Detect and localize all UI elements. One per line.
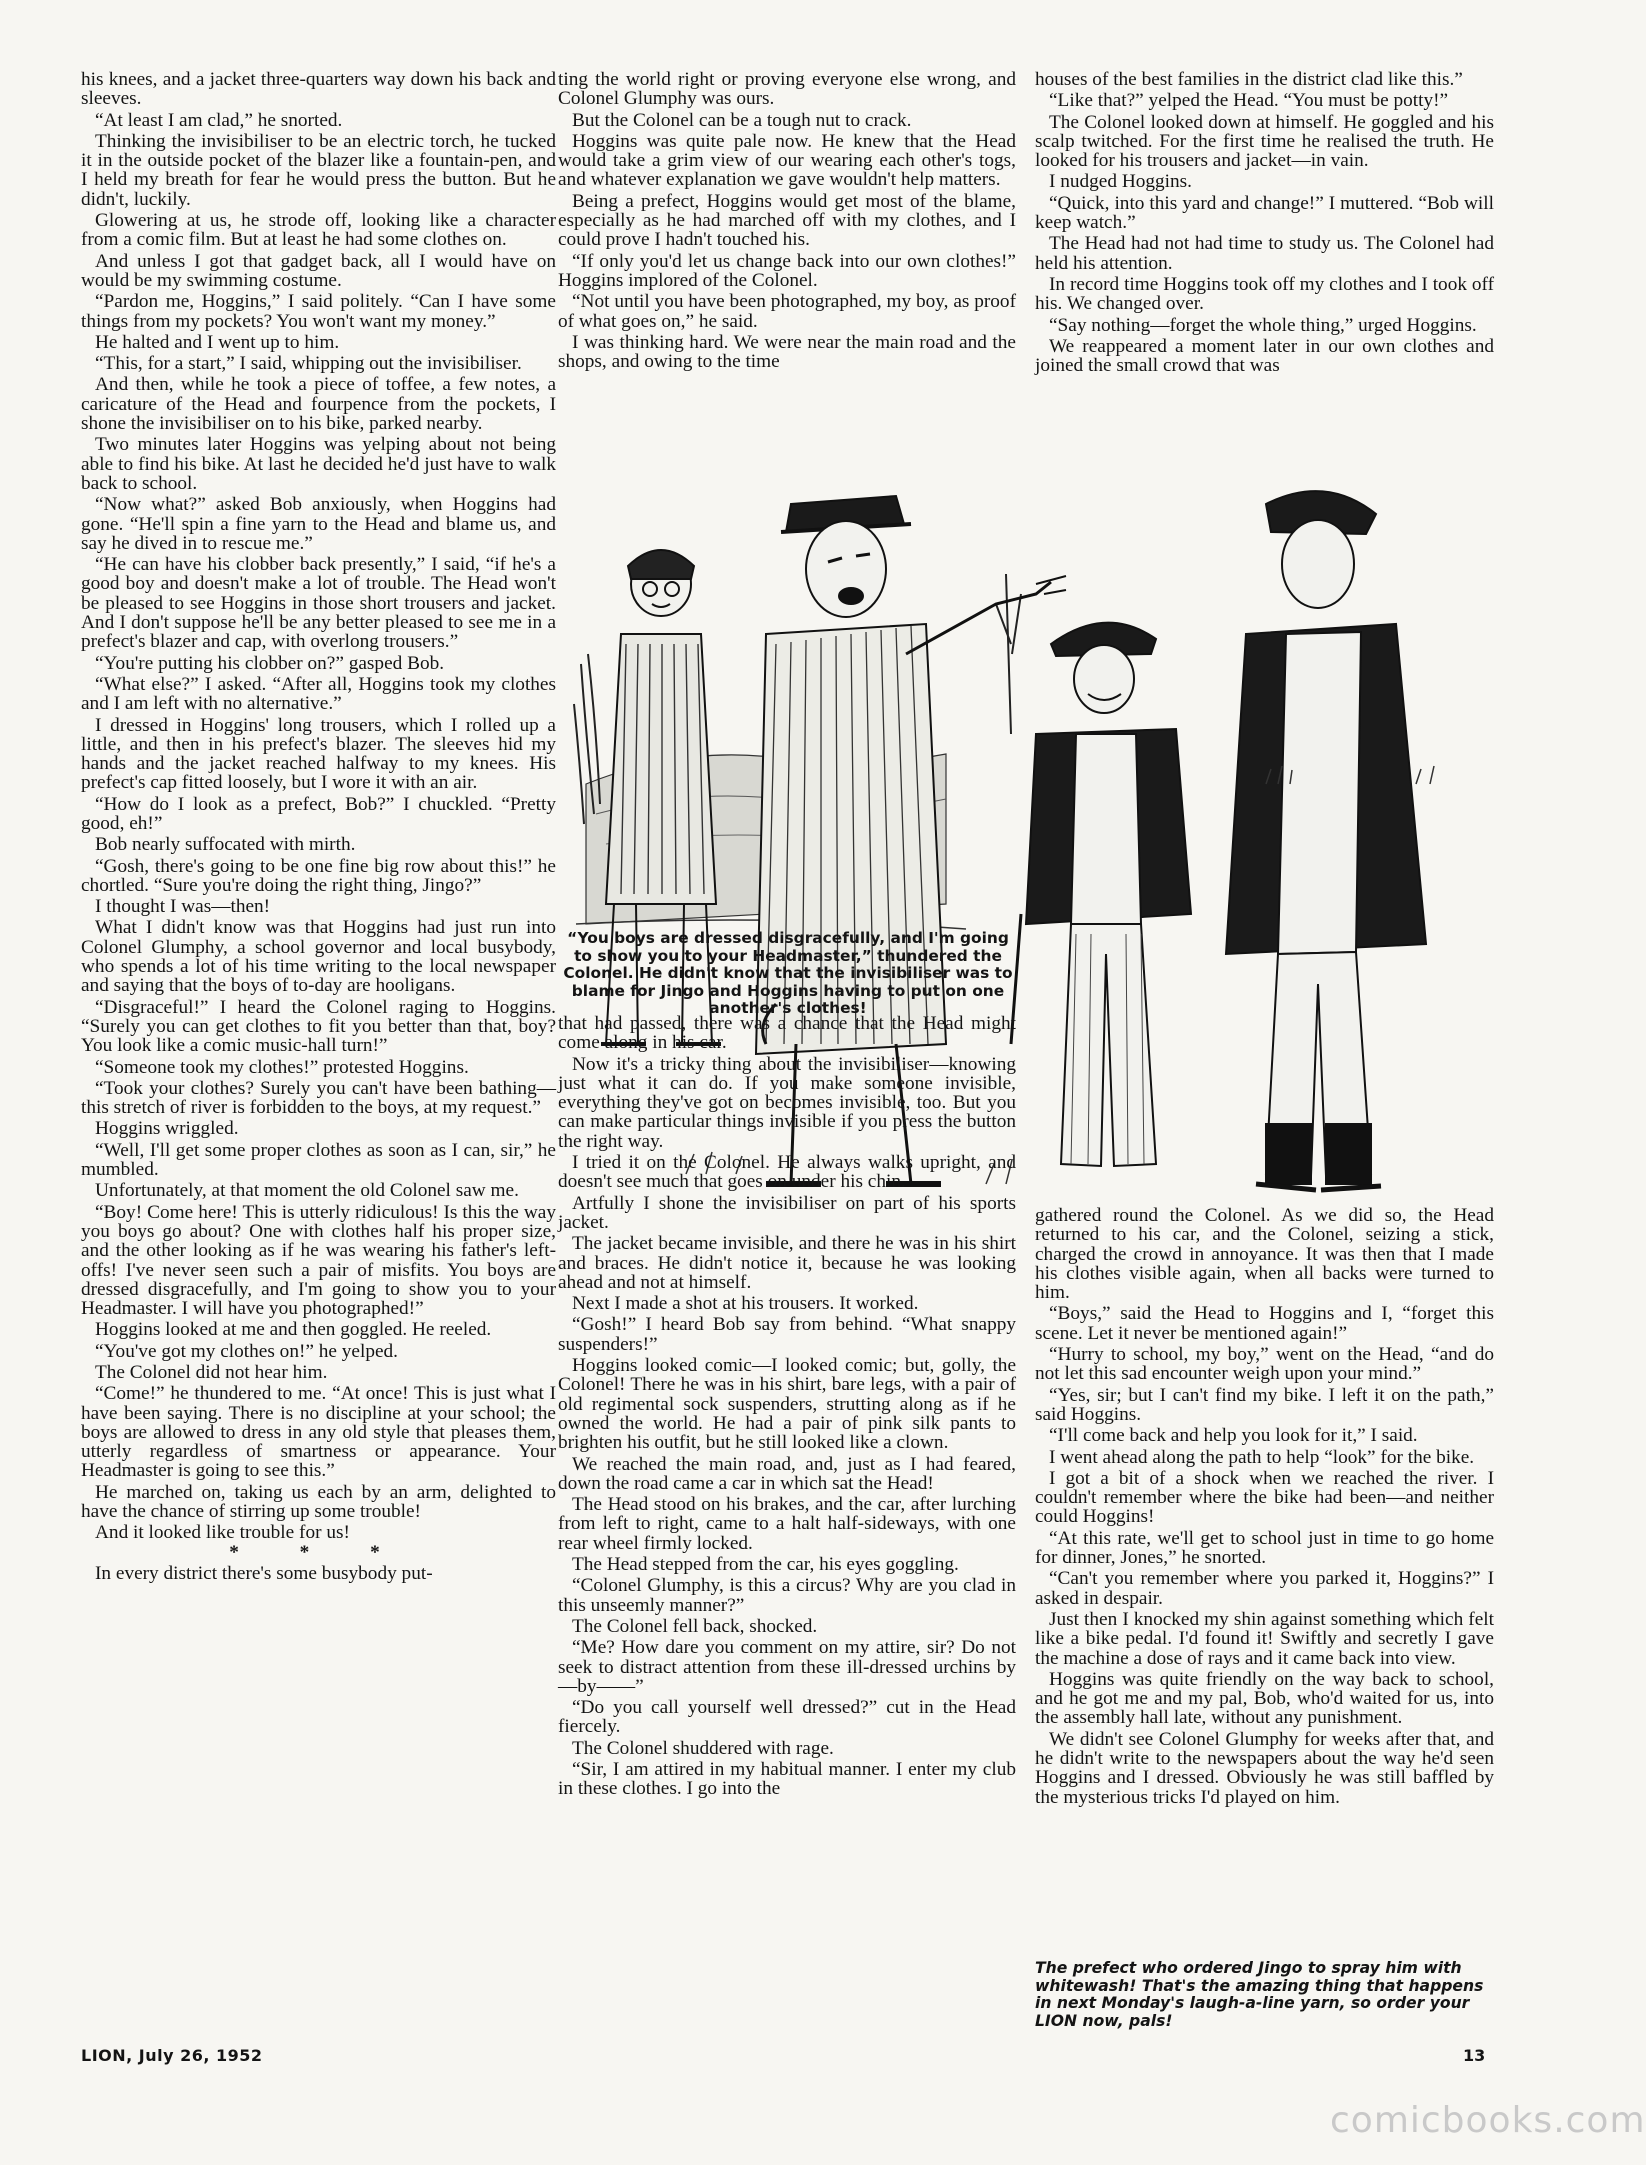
story-paragraph: “Hurry to school, my boy,” went on the Head, “and do not let this sad encounter weigh upon your mind.”: [1035, 1344, 1494, 1385]
story-paragraph: “Well, I'll get some proper clothes as soon as I can, sir,” he mumbled.: [81, 1139, 556, 1181]
story-column-2-bottom: [558, 1014, 1016, 2038]
story-paragraph: He halted and I went up to him.: [95, 331, 340, 353]
site-watermark: comicbooks.com: [1330, 2100, 1646, 2141]
story-paragraph: “Colonel Glumphy, is this a circus? Why are you clad in this unseemly manner?”: [558, 1575, 1016, 1616]
story-paragraph: “At least I am clad,” he snorted.: [95, 109, 343, 131]
story-paragraph: And then, while he took a piece of toffee, a few notes, a caricature of the Head and fourpence from the pockets, I shone the invisibiliser on to his bike, parked nearby.: [81, 374, 556, 435]
story-column-3-bottom: [1035, 1206, 1494, 1956]
story-paragraph: “Gosh, there's going to be one fine big row about this!” he chortled. “Sure you're doing the right thing, Jingo?”: [81, 855, 556, 896]
illustration-caption: “You boys are dressed disgracefully, and I'm going to show you to your Headmaster,” thundered the Colonel. He didn't know that the invisibiliser was to blame for Jingo and Hoggins having to put on one another's clothes!: [563, 929, 1013, 1018]
story-paragraph: I tried it on the Colonel. He always walks upright, and doesn't see much that goes on under his chin.: [558, 1152, 1016, 1193]
story-paragraph: The Colonel fell back, shocked.: [572, 1615, 818, 1637]
story-paragraph: “Can't you remember where you parked it, Hoggins?” I asked in despair.: [1035, 1568, 1494, 1609]
story-paragraph: The Colonel did not hear him.: [95, 1362, 328, 1383]
story-paragraph: And unless I got that gadget back, all I would have on would be my swimming costume.: [81, 250, 556, 291]
story-column-2-top: [558, 70, 1016, 460]
story-paragraph: “What else?” I asked. “After all, Hoggins took my clothes and I am left with no alternative.”: [81, 673, 556, 715]
publication-footer: LION, July 26, 1952: [81, 2046, 263, 2065]
story-paragraph: “Sir, I am attired in my habitual manner. I enter my club in these clothes. I go into the: [558, 1758, 1016, 1800]
story-paragraph: Thinking the invisibiliser to be an electric torch, he tucked it in the outside pocket of the blazer like a fountain-pen, and I held my breath for fear he would press the button. But he didn't, luckily.: [81, 130, 556, 210]
jingo-figure: [1011, 623, 1191, 1166]
story-paragraph: I dressed in Hoggins' long trousers, which I rolled up a little, and then in his prefect's blazer. The sleeves hid my hands and the jacket reached halfway to my knees. His prefect's cap fitted loosely, but I wore it with an air.: [81, 714, 556, 794]
story-paragraph: The Head stepped from the car, his eyes goggling.: [572, 1554, 959, 1576]
story-paragraph: Two minutes later Hoggins was yelping about not being able to find his bike. At last he decided he'd just have to walk back to school.: [81, 434, 556, 494]
story-paragraph: “How do I look as a prefect, Bob?” I chuckled. “Pretty good, eh!”: [81, 793, 556, 834]
story-column-1: [81, 70, 556, 2038]
story-paragraph: “Someone took my clothes!” protested Hoggins.: [95, 1056, 469, 1078]
story-paragraph: “Took your clothes? Surely you can't have been bathing—this stretch of river is forbidden to the boys, at my request.”: [81, 1077, 556, 1119]
bob-figure: [1226, 491, 1426, 1190]
story-paragraph: that had passed, there was a chance that the Head might come along in his car.: [558, 1013, 1016, 1054]
story-paragraph: Being a prefect, Hoggins would get most of the blame, especially as he had marched off with my clothes, and I could prove I hadn't touched his.: [558, 190, 1016, 251]
story-paragraph: But the Colonel can be a tough nut to crack.: [572, 109, 912, 131]
story-paragraph: The Colonel looked down at himself. He goggled and his scalp twitched. For the first time he realised the truth. He looked for his trousers and jacket—in vain.: [1035, 111, 1494, 172]
story-paragraph: I went ahead along the path to help “look” for the bike.: [1049, 1446, 1475, 1468]
story-paragraph: He marched on, taking us each by an arm, delighted to have the chance of stirring up some trouble!: [81, 1481, 556, 1523]
story-paragraph: Hoggins looked comic—I looked comic; but, golly, the Colonel! There he was in his shirt, bare legs, with a pair of old regimental sock suspenders, strutting along as if he owned the world. He had a pair of pink silk pants to brighten his outfit, but he still looked like a clown.: [558, 1355, 1016, 1454]
next-issue-teaser: The prefect who ordered Jingo to spray him with whitewash! That's the amazing thing that happens in next Monday's laugh-a-line yarn, so order your LION now, pals!: [1035, 1959, 1484, 2030]
story-paragraph: “Come!” he thundered to me. “At once! This is just what I have been saying. There is no discipline at your school; the boys are allowed to dress in any old style that pleases them, utterly regardless of smartness or appearance. Your Headmaster is going to see this.”: [81, 1383, 556, 1482]
story-paragraph: What I didn't know was that Hoggins had just run into Colonel Glumphy, a school governor and local busybody, who spends a lot of his time writing to the local newspaper and saying that the boys of to-day are hooligans.: [81, 917, 556, 997]
story-paragraph: “Say nothing—forget the whole thing,” urged Hoggins.: [1049, 314, 1477, 336]
story-paragraph: The Head stood on his brakes, and the car, after lurching from left to right, came to a halt half-sideways, with one rear wheel firmly locked.: [558, 1494, 1016, 1554]
story-paragraph: Hoggins was quite pale now. He knew that the Head would take a grim view of our wearing each other's togs, and whatever explanation we gave wouldn't help matters.: [558, 130, 1016, 191]
story-paragraph: “This, for a start,” I said, whipping out the invisibiliser.: [95, 353, 522, 375]
story-paragraph: “Quick, into this yard and change!” I muttered. “Bob will keep watch.”: [1035, 192, 1494, 234]
story-paragraph: “Yes, sir; but I can't find my bike. I left it on the path,” said Hoggins.: [1035, 1384, 1494, 1425]
story-paragraph: Just then I knocked my shin against something which felt like a bike pedal. I'd found it! Swiftly and secretly I gave the machine a dose of rays and it came back into view.: [1035, 1608, 1494, 1669]
story-paragraph: “You've got my clothes on!” he yelped.: [95, 1340, 398, 1362]
story-paragraph: I got a bit of a shock when we reached the river. I couldn't remember where the bike had been—and neither could Hoggins!: [1035, 1467, 1494, 1528]
story-paragraph: In every district there's some busybody put-: [95, 1562, 433, 1584]
story-paragraph: “Do you call yourself well dressed?” cut in the Head fiercely.: [558, 1697, 1016, 1738]
story-paragraph: “Like that?” yelped the Head. “You must be potty!”: [1049, 90, 1449, 112]
story-paragraph: Now it's a tricky thing about the invisibiliser—knowing just what it can do. If you make someone invisible, everything they've got on becomes invisible, too. But you can make particular things invisible if you press the button the right way.: [558, 1053, 1016, 1152]
story-paragraph: We reached the main road, and, just as I had feared, down the road came a car in which sat the Head!: [558, 1453, 1016, 1494]
story-paragraph: “I'll come back and help you look for it,” I said.: [1049, 1425, 1418, 1447]
story-paragraph: We didn't see Colonel Glumphy for weeks after that, and he didn't write to the newspapers about the way he'd seen Hoggins and I dressed. Obviously he was still baffled by the mysterious tricks I'd played on him.: [1035, 1728, 1494, 1808]
story-paragraph: “He can have his clobber back presently,” I said, “if he's a good boy and doesn't make a lot of trouble. The Head won't be pleased to see Hoggins in those short trousers and jacket. And I don't suppose he'll be any better pleased to see me in a prefect's blazer and cap, with overlong trousers.”: [81, 554, 556, 653]
page-number: 13: [1463, 2046, 1486, 2065]
story-paragraph: “You're putting his clobber on?” gasped Bob.: [95, 652, 445, 674]
story-paragraph: The Head had not had time to study us. The Colonel had held his attention.: [1035, 233, 1494, 274]
story-paragraph: Unfortunately, at that moment the old Colonel saw me.: [95, 1180, 519, 1202]
story-paragraph: Next I made a shot at his trousers. It worked.: [572, 1293, 919, 1315]
story-paragraph: Hoggins wriggled.: [95, 1118, 239, 1140]
story-paragraph: ting the world right or proving everyone else wrong, and Colonel Glumphy was ours.: [558, 69, 1016, 110]
story-paragraph: “Pardon me, Hoggins,” I said politely. “Can I have some things from my pockets? You won't want my money.”: [81, 291, 556, 332]
story-paragraph: “Gosh!” I heard Bob say from behind. “What snappy suspenders!”: [558, 1314, 1016, 1355]
story-paragraph: Hoggins looked at me and then goggled. He reeled.: [95, 1319, 492, 1341]
story-paragraph: I nudged Hoggins.: [1049, 171, 1192, 193]
story-paragraph: I was thinking hard. We were near the main road and the shops, and owing to the time: [558, 331, 1016, 373]
story-paragraph: his knees, and a jacket three-quarters way down his back and sleeves.: [81, 69, 556, 110]
story-paragraph: The jacket became invisible, and there he was in his shirt and braces. He didn't notice it, because he was looking ahead and not at himself.: [558, 1233, 1016, 1293]
story-paragraph: Artfully I shone the invisibiliser on part of his sports jacket.: [558, 1192, 1016, 1233]
section-break-stars: * * *: [229, 1541, 408, 1563]
story-paragraph: “Now what?” asked Bob anxiously, when Hoggins had gone. “He'll spin a fine yarn to the Head and blame us, and say he dived in to rescue me.”: [81, 494, 556, 554]
story-paragraph: houses of the best families in the district clad like this.”: [1035, 69, 1463, 90]
story-paragraph: Hoggins was quite friendly on the way back to school, and he got me and my pal, Bob, who'd waited for us, into the assembly hall late, without any punishment.: [1035, 1668, 1494, 1729]
story-paragraph: Glowering at us, he strode off, looking like a character from a comic film. But at least he had some clothes on.: [81, 210, 556, 251]
story-paragraph: gathered round the Colonel. As we did so, the Head returned to his car, and the Colonel, seizing a stick, charged the crowd in annoyance. It was then that I made his clothes visible again, when all backs were turned to him.: [1035, 1205, 1494, 1304]
story-paragraph: In record time Hoggins took off my clothes and I took off his. We changed over.: [1035, 273, 1494, 315]
story-paragraph: We reappeared a moment later in our own clothes and joined the small crowd that was: [1035, 335, 1494, 377]
story-paragraph: I thought I was—then!: [95, 896, 271, 918]
story-paragraph: And it looked like trouble for us!: [95, 1522, 350, 1544]
story-paragraph: Bob nearly suffocated with mirth.: [95, 834, 356, 856]
story-column-3-top: [1035, 70, 1494, 460]
story-paragraph: “Me? How dare you comment on my attire, sir? Do not seek to distract attention from these ill-dressed urchins by—by——”: [558, 1637, 1016, 1697]
story-paragraph: “Not until you have been photographed, my boy, as proof of what goes on,” he said.: [558, 291, 1016, 332]
story-paragraph: “If only you'd let us change back into our own clothes!” Hoggins implored of the Colonel.: [558, 250, 1016, 291]
story-paragraph: “Boy! Come here! This is utterly ridiculous! Is this the way you boys go about? One with clothes half his proper size, and the other looking as if he was wearing his father's left-offs! I've never seen such a pair of misfits. You boys are dressed disgracefully, and I'm going to show you to your Headmaster. I will have you photographed!”: [81, 1201, 556, 1320]
story-paragraph: “Boys,” said the Head to Hoggins and I, “forget this scene. Let it never be mentioned again!”: [1035, 1303, 1494, 1344]
story-paragraph: “At this rate, we'll get to school just in time to go home for dinner, Jones,” he snorted.: [1035, 1527, 1494, 1569]
story-paragraph: “Disgraceful!” I heard the Colonel raging to Hoggins. “Surely you can get clothes to fit you better than that, boy? You look like a comic music-hall turn!”: [81, 996, 556, 1057]
story-paragraph: The Colonel shuddered with rage.: [572, 1737, 834, 1759]
